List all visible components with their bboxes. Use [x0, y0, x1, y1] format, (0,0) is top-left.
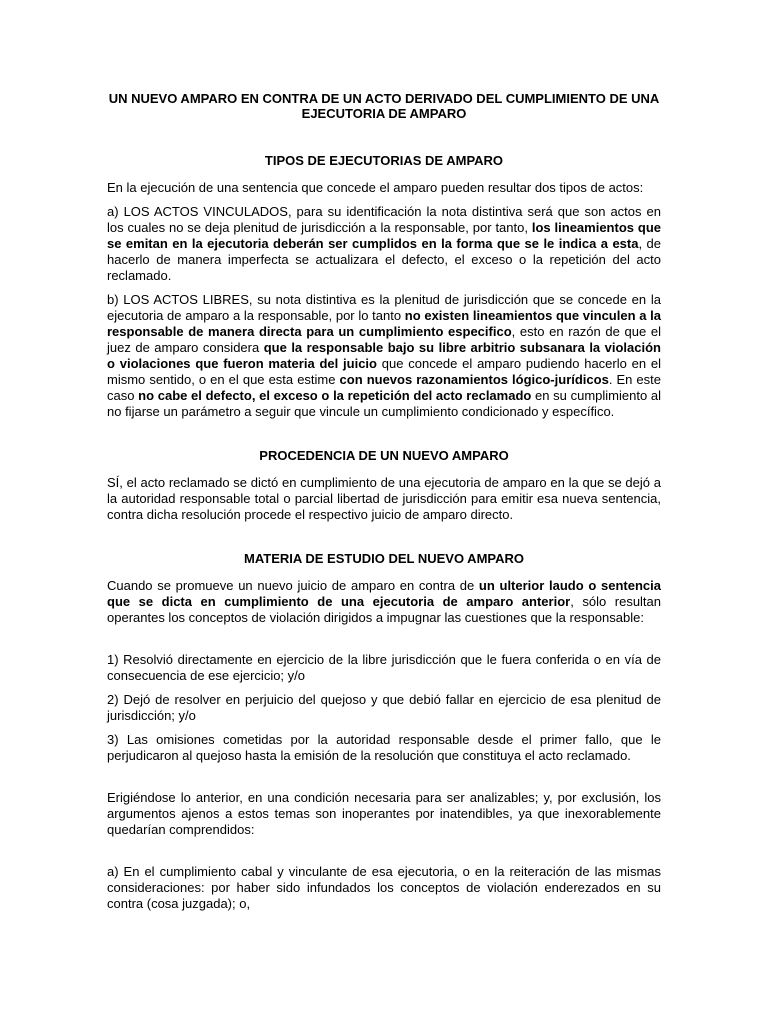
list-item-3: 3) Las omisiones cometidas por la autoridad responsable desde el primer fallo, que le perjudicaron al quejoso hasta la emisión de la resolución que constituya el acto reclamado. — [107, 732, 661, 763]
text-run: que concede el amparo pudiendo hacerlo en el mismo sentido, o en el que esta estime — [107, 356, 661, 387]
section-intro-tipos: En la ejecución de una sentencia que concede el amparo pueden resultar dos tipos de actos: — [107, 180, 644, 195]
text-run: , esto en razón de que el juez de amparo considera — [107, 324, 661, 355]
list-item-1: 1) Resolvió directamente en ejercicio de la libre jurisdicción que le fuera conferida o en vía de consecuencia de ese ejercicio; y/o — [107, 652, 661, 683]
list-item-2: 2) Dejó de resolver en perjuicio del quejoso y que debió fallar en ejercicio de esa plenitud de jurisdicción; y/o — [107, 692, 661, 723]
bold-run: los lineamientos que se emitan en la ejecutoria deberán ser cumplidos en la forma que se le indica a esta — [107, 220, 661, 251]
section-heading-procedencia: PROCEDENCIA DE UN NUEVO AMPARO — [259, 448, 509, 463]
text-run: Cuando se promueve un nuevo juicio de amparo en contra de — [107, 578, 479, 593]
title-line-2: EJECUTORIA DE AMPARO — [301, 106, 467, 121]
paragraph-materia-intro — [107, 578, 661, 626]
text-run: a) LOS ACTOS VINCULADOS, para su identificación la nota distintiva será que son actos en los cuales no se deja plenitud de jurisdicción a la responsable, por tanto, — [107, 204, 661, 235]
section-heading-materia: MATERIA DE ESTUDIO DEL NUEVO AMPARO — [244, 551, 524, 566]
text-run: , de hacerlo de manera imperfecta se actualizara el defecto, el exceso o la repetición del acto reclamado. — [107, 236, 661, 283]
text-run: en su cumplimiento al no fijarse un parámetro a seguir que vincule un cumplimiento condicionado y específico. — [107, 388, 661, 419]
text-run: , sólo resultan operantes los conceptos de violación dirigidos a impugnar las cuestiones que la responsable: — [107, 594, 662, 625]
bold-run: con nuevos razonamientos lógico-jurídicos — [339, 372, 609, 387]
bold-run: no existen lineamientos que vinculen a la responsable de manera directa para un cumplimiento especifico — [107, 308, 661, 339]
text-run: b) LOS ACTOS LIBRES, su nota distintiva es la plenitud de jurisdicción que se concede en la ejecutoria de amparo a la responsable, por lo tanto — [107, 292, 661, 323]
bold-run: que la responsable bajo su libre arbitrio subsanara la violación o violaciones que fueron materia del juicio — [107, 340, 662, 371]
paragraph-actos-vinculados — [107, 204, 661, 284]
paragraph-actos-libres — [107, 292, 661, 420]
section-heading-tipos: TIPOS DE EJECUTORIAS DE AMPARO — [264, 153, 504, 168]
paragraph-final-a: a) En el cumplimiento cabal y vinculante de esa ejecutoria, o en la reiteración de las mismas consideraciones: por haber sido infundados los conceptos de violación enderezados en su contra (cosa juzgada); o, — [107, 864, 661, 911]
text-run: . En este caso — [107, 372, 662, 403]
paragraph-conclusion: Erigiéndose lo anterior, en una condición necesaria para ser analizables; y, por exclusión, los argumentos ajenos a estos temas son inoperantes por inatendibles, ya que inexorablemente quedarían comprendidos: — [107, 790, 661, 837]
document-title — [107, 91, 661, 121]
title-line-1: UN NUEVO AMPARO EN CONTRA DE UN ACTO DERIVADO DEL CUMPLIMIENTO DE UNA — [108, 91, 660, 106]
paragraph-procedencia: SÍ, el acto reclamado se dictó en cumplimiento de una ejecutoria de amparo en la que se dejó a la autoridad responsable total o parcial libertad de jurisdicción para emitir esa nueva sentencia, contra dicha resolución procede el respectivo juicio de amparo directo. — [107, 475, 661, 522]
bold-run: no cabe el defecto, el exceso o la repetición del acto reclamado — [138, 388, 532, 403]
bold-run: un ulterior laudo o sentencia que se dicta en cumplimiento de una ejecutoria de amparo anterior — [107, 578, 661, 609]
